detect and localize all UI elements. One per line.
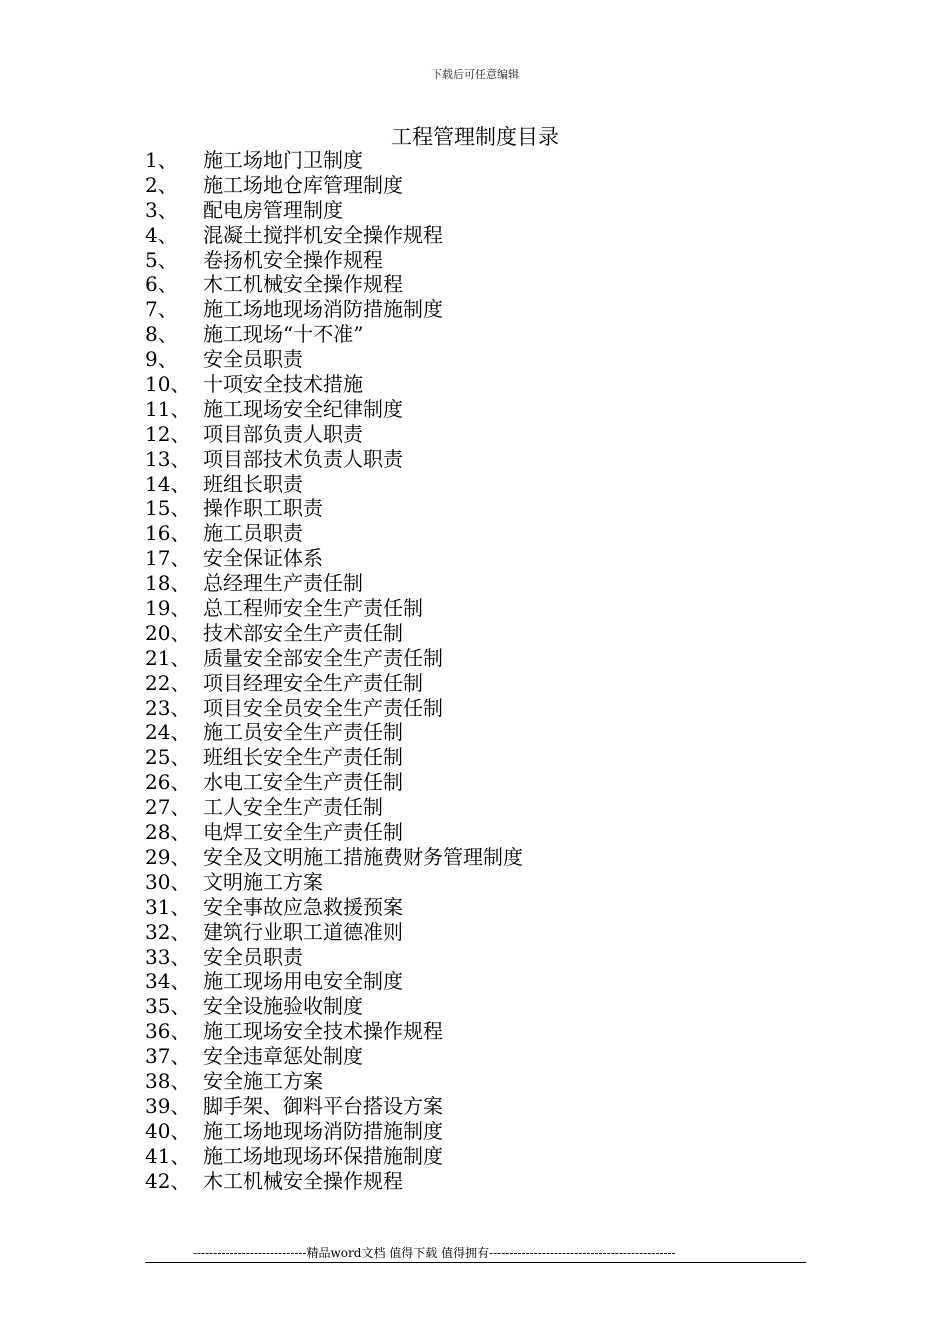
list-item-number: 29、 — [145, 844, 191, 869]
list-item — [145, 447, 523, 472]
list-item-number: 17、 — [145, 546, 191, 571]
list-item — [145, 895, 523, 920]
list-item-number: 33、 — [145, 944, 191, 969]
list-item-number: 5、 — [145, 247, 178, 272]
list-item-label: 安全员职责 — [203, 347, 303, 372]
list-item-number: 24、 — [145, 720, 191, 745]
list-item-number: 37、 — [145, 1044, 191, 1069]
list-item-number: 41、 — [145, 1143, 191, 1168]
list-item — [145, 845, 523, 870]
list-item-label: 施工现场安全技术操作规程 — [203, 1019, 443, 1044]
list-item-label: 安全施工方案 — [203, 1068, 323, 1093]
list-item-number: 40、 — [145, 1118, 191, 1143]
list-item-number: 11、 — [145, 396, 191, 421]
list-item-number: 30、 — [145, 869, 191, 894]
list-item-number: 20、 — [145, 620, 191, 645]
list-item-label: 脚手架、御料平台搭设方案 — [203, 1093, 443, 1118]
list-item-number: 25、 — [145, 745, 191, 770]
list-item — [145, 720, 523, 745]
list-item — [145, 1119, 523, 1144]
list-item-label: 施工场地现场环保措施制度 — [203, 1143, 443, 1168]
list-item-number: 16、 — [145, 521, 191, 546]
list-item-label: 卷扬机安全操作规程 — [203, 247, 383, 272]
list-item-label: 施工场地门卫制度 — [203, 148, 363, 172]
list-item-label: 操作职工职责 — [203, 496, 323, 521]
list-item-number: 36、 — [145, 1019, 191, 1044]
list-item — [145, 571, 523, 596]
list-item-number: 39、 — [145, 1093, 191, 1118]
list-item-number: 38、 — [145, 1068, 191, 1093]
page-footer: ----------------------------精品word文档 值得下载 值得拥有---------------------------------------------- — [193, 1246, 676, 1260]
list-item-label: 木工机械安全操作规程 — [203, 272, 403, 297]
table-of-contents — [145, 148, 523, 1193]
list-item-number: 31、 — [145, 894, 191, 919]
list-item — [145, 372, 523, 397]
list-item — [145, 422, 523, 447]
list-item — [145, 297, 523, 322]
list-item — [145, 173, 523, 198]
list-item-number: 7、 — [145, 297, 178, 322]
list-item-label: 施工场地仓库管理制度 — [203, 172, 403, 197]
list-item-number: 34、 — [145, 969, 191, 994]
list-item-number: 28、 — [145, 820, 191, 845]
list-item-label: 电焊工安全生产责任制 — [203, 820, 403, 845]
list-item-number: 9、 — [145, 347, 178, 372]
list-item-number: 35、 — [145, 994, 191, 1019]
list-item — [145, 745, 523, 770]
document-title: 工程管理制度目录 — [391, 125, 559, 149]
list-item-label: 工人安全生产责任制 — [203, 795, 383, 820]
list-item-number: 18、 — [145, 571, 191, 596]
list-item-number: 14、 — [145, 471, 191, 496]
list-item-number: 19、 — [145, 596, 191, 621]
list-item — [145, 397, 523, 422]
list-item — [145, 795, 523, 820]
list-item-label: 质量安全部安全生产责任制 — [203, 645, 443, 670]
list-item-label: 技术部安全生产责任制 — [203, 620, 403, 645]
list-item-label: 安全及文明施工措施费财务管理制度 — [203, 844, 523, 869]
list-item-label: 施工场地现场消防措施制度 — [203, 297, 443, 322]
list-item-label: 施工现场用电安全制度 — [203, 969, 403, 994]
list-item-number: 15、 — [145, 496, 191, 521]
list-item-label: 安全事故应急救援预案 — [203, 894, 403, 919]
list-item-label: 施工场地现场消防措施制度 — [203, 1118, 443, 1143]
list-item — [145, 322, 523, 347]
list-item — [145, 696, 523, 721]
list-item — [145, 671, 523, 696]
list-item-number: 6、 — [145, 272, 178, 297]
list-item-label: 施工现场安全纪律制度 — [203, 396, 403, 421]
list-item — [145, 1044, 523, 1069]
page-header: 下载后可任意编辑 — [431, 68, 519, 81]
list-item — [145, 347, 523, 372]
list-item-label: 项目部技术负责人职责 — [203, 446, 403, 471]
list-item-label: 配电房管理制度 — [203, 197, 343, 222]
list-item — [145, 1169, 523, 1194]
list-item-label: 安全员职责 — [203, 944, 303, 969]
list-item — [145, 820, 523, 845]
list-item-number: 42、 — [145, 1168, 191, 1193]
list-item-number: 4、 — [145, 222, 178, 247]
list-item — [145, 198, 523, 223]
list-item — [145, 920, 523, 945]
list-item — [145, 1094, 523, 1119]
list-item — [145, 994, 523, 1019]
list-item-number: 32、 — [145, 919, 191, 944]
list-item-label: 混凝土搅拌机安全操作规程 — [203, 222, 443, 247]
list-item-number: 1、 — [145, 148, 178, 172]
list-item-label: 木工机械安全操作规程 — [203, 1168, 403, 1193]
list-item-number: 26、 — [145, 770, 191, 795]
list-item — [145, 521, 523, 546]
list-item — [145, 1069, 523, 1094]
footer-rule — [145, 1262, 806, 1263]
list-item — [145, 596, 523, 621]
list-item — [145, 248, 523, 273]
list-item-label: 施工员安全生产责任制 — [203, 720, 403, 745]
list-item — [145, 969, 523, 994]
list-item — [145, 770, 523, 795]
list-item — [145, 272, 523, 297]
list-item-number: 13、 — [145, 446, 191, 471]
list-item-number: 23、 — [145, 695, 191, 720]
list-item — [145, 646, 523, 671]
list-item-number: 27、 — [145, 795, 191, 820]
list-item — [145, 472, 523, 497]
list-item-label: 十项安全技术措施 — [203, 372, 363, 397]
list-item-label: 安全违章惩处制度 — [203, 1044, 363, 1069]
list-item — [145, 223, 523, 248]
list-item — [145, 870, 523, 895]
list-item-number: 12、 — [145, 421, 191, 446]
list-item-number: 21、 — [145, 645, 191, 670]
list-item — [145, 496, 523, 521]
list-item-number: 2、 — [145, 172, 178, 197]
list-item-number: 3、 — [145, 197, 178, 222]
list-item-label: 水电工安全生产责任制 — [203, 770, 403, 795]
list-item-label: 项目经理安全生产责任制 — [203, 670, 423, 695]
list-item — [145, 1144, 523, 1169]
list-item-number: 8、 — [145, 322, 178, 347]
list-item — [145, 1019, 523, 1044]
list-item-label: 班组长职责 — [203, 471, 303, 496]
list-item-label: 安全保证体系 — [203, 546, 323, 571]
list-item-number: 10、 — [145, 372, 191, 397]
list-item-label: 施工现场“十不准” — [203, 322, 364, 347]
list-item — [145, 621, 523, 646]
list-item-label: 施工员职责 — [203, 521, 303, 546]
list-item-label: 建筑行业职工道德准则 — [203, 919, 403, 944]
list-item-label: 安全设施验收制度 — [203, 994, 363, 1019]
list-item-label: 总工程师安全生产责任制 — [203, 596, 423, 621]
list-item-label: 班组长安全生产责任制 — [203, 745, 403, 770]
list-item — [145, 148, 523, 173]
list-item-label: 项目部负责人职责 — [203, 421, 363, 446]
list-item-label: 项目安全员安全生产责任制 — [203, 695, 443, 720]
list-item — [145, 945, 523, 970]
list-item-label: 总经理生产责任制 — [203, 571, 363, 596]
list-item-number: 22、 — [145, 670, 191, 695]
list-item — [145, 546, 523, 571]
list-item-label: 文明施工方案 — [203, 869, 323, 894]
